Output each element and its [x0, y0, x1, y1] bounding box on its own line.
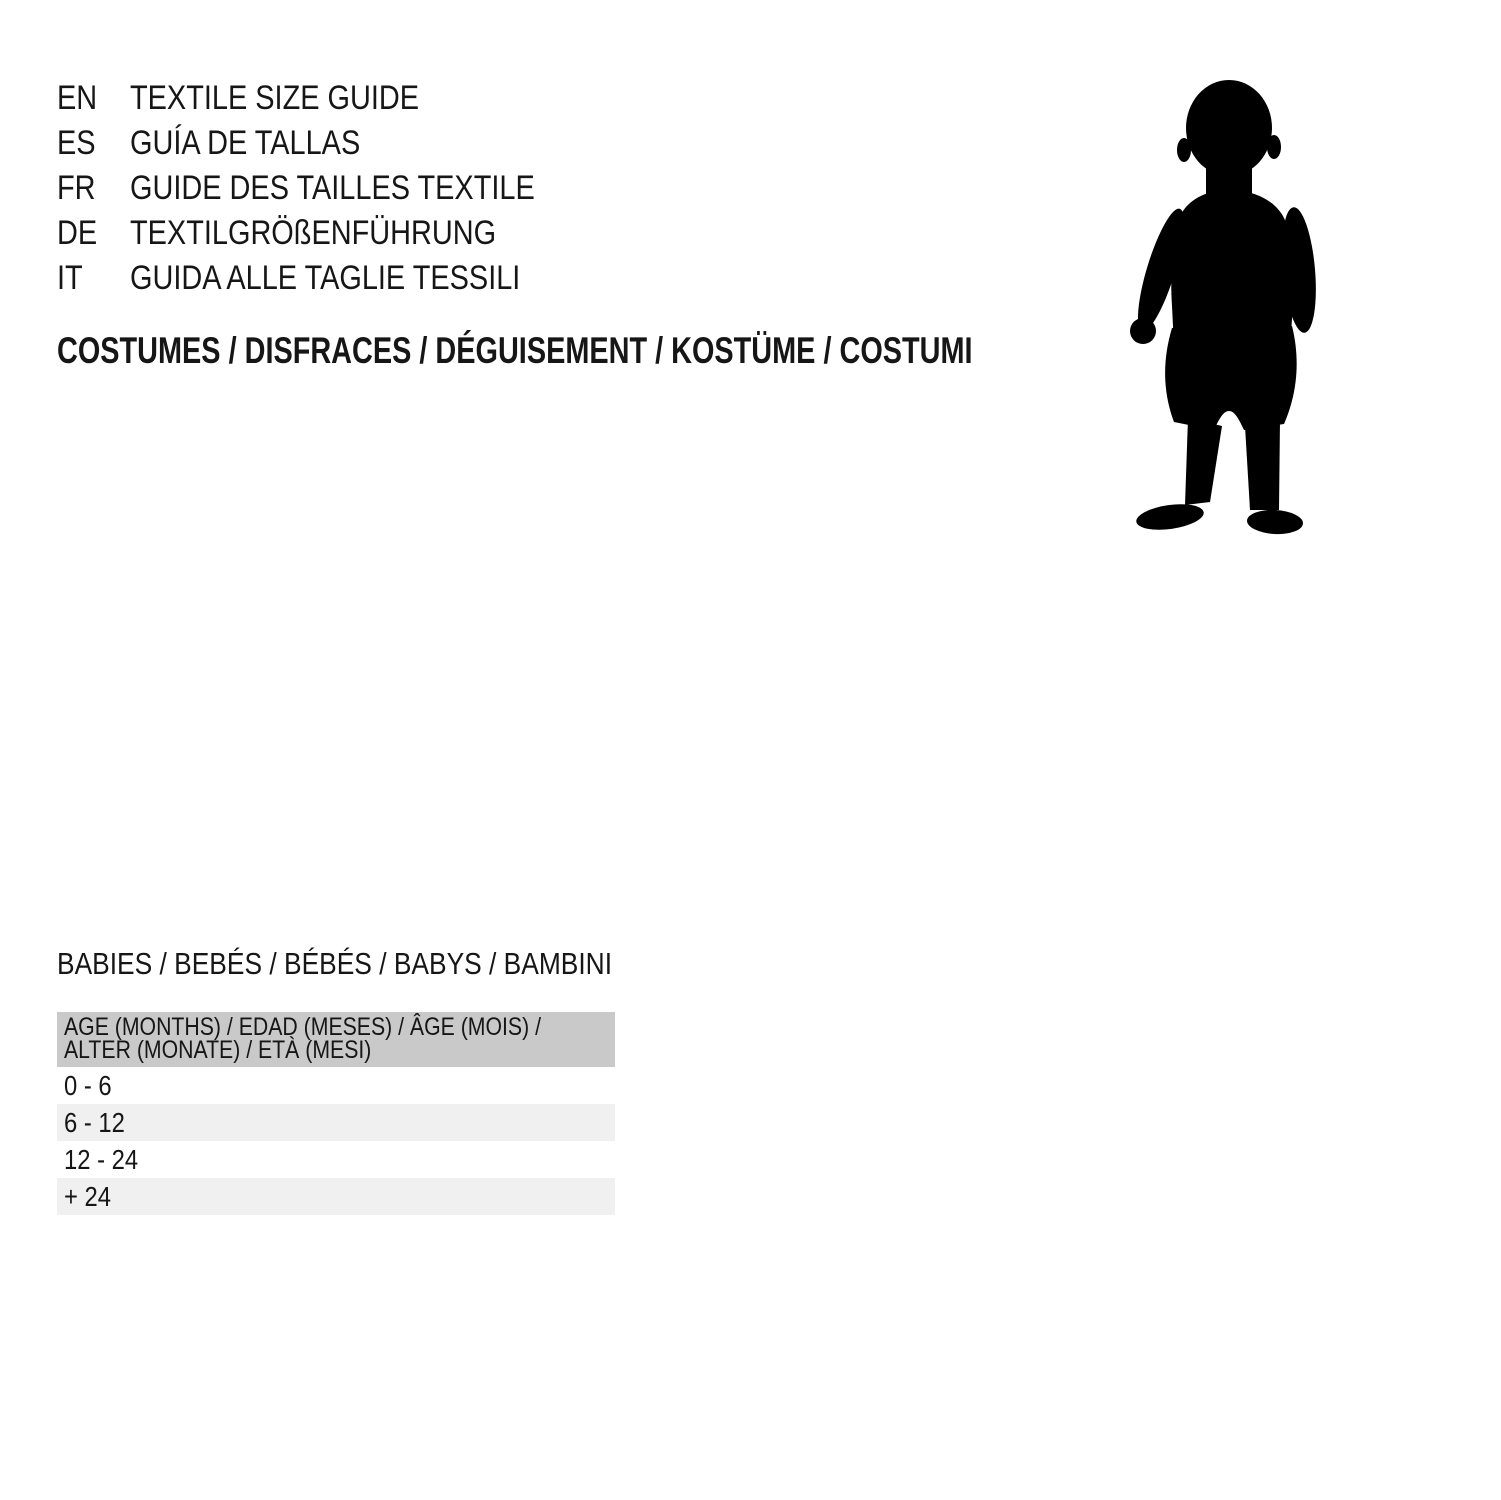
language-code: IT — [57, 259, 83, 297]
age-table-header — [57, 1012, 615, 1067]
language-label: TEXTILE SIZE GUIDE — [130, 79, 420, 117]
language-label: GUIDA ALLE TAGLIE TESSILI — [130, 259, 521, 297]
language-code: EN — [57, 79, 98, 117]
language-label: TEXTILGRÖßENFÜHRUNG — [130, 214, 497, 252]
category-line: COSTUMES / DISFRACES / DÉGUISEMENT / KOSTÜME / COSTUMI — [57, 330, 973, 371]
language-code: ES — [57, 124, 96, 162]
age-row-12-24: 12 - 24 — [64, 1144, 139, 1175]
language-code: DE — [57, 214, 98, 252]
section-title-babies: BABIES / BEBÉS / BÉBÉS / BABYS / BAMBINI — [57, 946, 613, 981]
age-row-plus-24: + 24 — [57, 1178, 615, 1215]
language-list — [57, 76, 606, 301]
language-code: FR — [57, 169, 96, 207]
language-row-en — [57, 76, 606, 121]
language-row-fr — [57, 166, 606, 211]
language-label: GUIDE DES TAILLES TEXTILE — [130, 169, 535, 207]
age-table — [57, 1012, 615, 1215]
language-row-de — [57, 211, 606, 256]
baby-silhouette-icon — [1130, 80, 1316, 538]
age-row-6-12: 6 - 12 — [57, 1104, 615, 1141]
age-row-0-6: 0 - 6 — [64, 1070, 112, 1101]
age-header-line-2: ALTER (MONATE) / ETÀ (MESI) — [64, 1036, 372, 1064]
language-row-es — [57, 121, 606, 166]
age-header-line-1: AGE (MONTHS) / EDAD (MESES) / ÂGE (MOIS) / — [64, 1013, 541, 1041]
language-row-it — [57, 256, 606, 301]
language-label: GUÍA DE TALLAS — [130, 124, 361, 162]
